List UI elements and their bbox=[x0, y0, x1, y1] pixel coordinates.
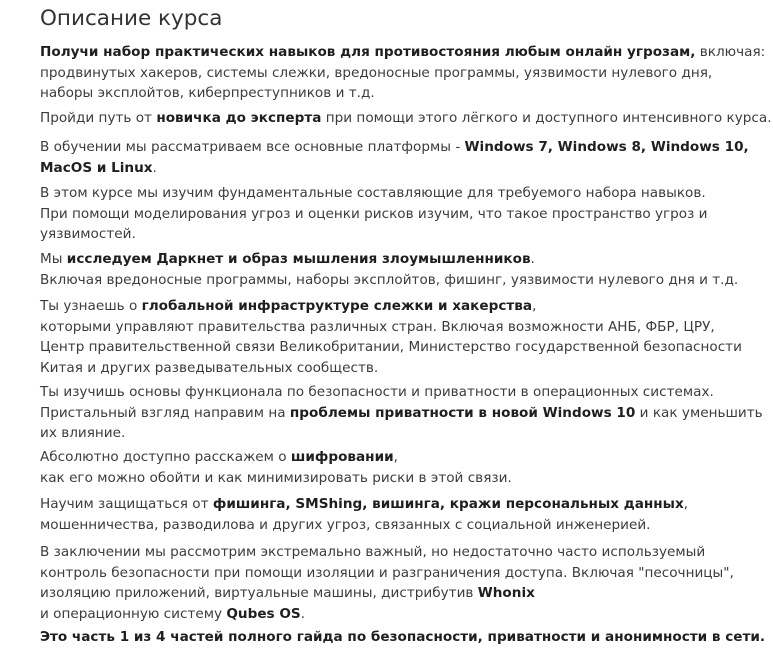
section-title: Описание курса bbox=[40, 6, 223, 31]
os-paragraph: Ты изучишь основы функционала по безопасности и приватности в операционных системах. Пристальный взгляд направим на проблемы приватности в новой Windows 10 и как уменьшить их влияние. bbox=[40, 384, 763, 441]
isolation-paragraph: В заключении мы рассмотрим экстремально важный, но недостаточно часто используемый контроль безопасности при помощи изоляции и разграничения доступа. Включая "песочницы", изоляцию приложений, виртуальные машины, дистрибутив Whonix и операционную систему Qubes OS. bbox=[40, 544, 734, 622]
surveillance-paragraph: Ты узнаешь о глобальной инфраструктуре слежки и хакерства, которыми управляют правительства различных стран. Включая возможности АНБ, ФБР, ЦРУ, Центр правительственной связи Великобритании, Министерство государственной безопасности Китая и других разведывательных сообществ. bbox=[40, 298, 742, 376]
encryption-paragraph: Абсолютно доступно расскажем о шифровании, как его можно обойти и как минимизировать риски в этой связи. bbox=[40, 449, 512, 486]
platforms-paragraph: В обучении мы рассматриваем все основные платформы - Windows 7, Windows 8, Windows 10, MacOS и Linux. bbox=[40, 139, 749, 176]
intro-bold: Получи набор практических навыков для противостояния любым онлайн угрозам, bbox=[40, 44, 696, 60]
path-paragraph: Пройди путь от новичка до эксперта при помощи этого лёгкого и доступного интенсивного курса. bbox=[40, 110, 772, 126]
fundamentals-paragraph: В этом курсе мы изучим фундаментальные составляющие для требуемого набора навыков. При помощи моделирования угроз и оценки рисков изучим, что такое пространство угроз и уязвимостей. bbox=[40, 185, 708, 242]
phishing-paragraph: Научим защищаться от фишинга, SMShing, вишинга, кражи персональных данных, мошенничества, разводилова и других угроз, связанных с социальной инженерией. bbox=[40, 496, 689, 533]
darknet-paragraph: Мы исследуем Даркнет и образ мышления злоумышленников. Включая вредоносные программы, наборы эксплойтов, фишинг, уязвимости нулевого дня и т.д. bbox=[40, 251, 739, 288]
closing-paragraph bbox=[40, 627, 766, 648]
closing-bold: Это часть 1 из 4 частей полного гайда по безопасности, приватности и анонимности в сети. bbox=[40, 629, 766, 645]
intro-paragraph: Получи набор практических навыков для противостояния любым онлайн угрозам, включая: продвинутых хакеров, системы слежки, вредоносные программы, уязвимости нулевого дня, наборы эксплойтов, киберпреступников и т.д. bbox=[40, 44, 766, 101]
